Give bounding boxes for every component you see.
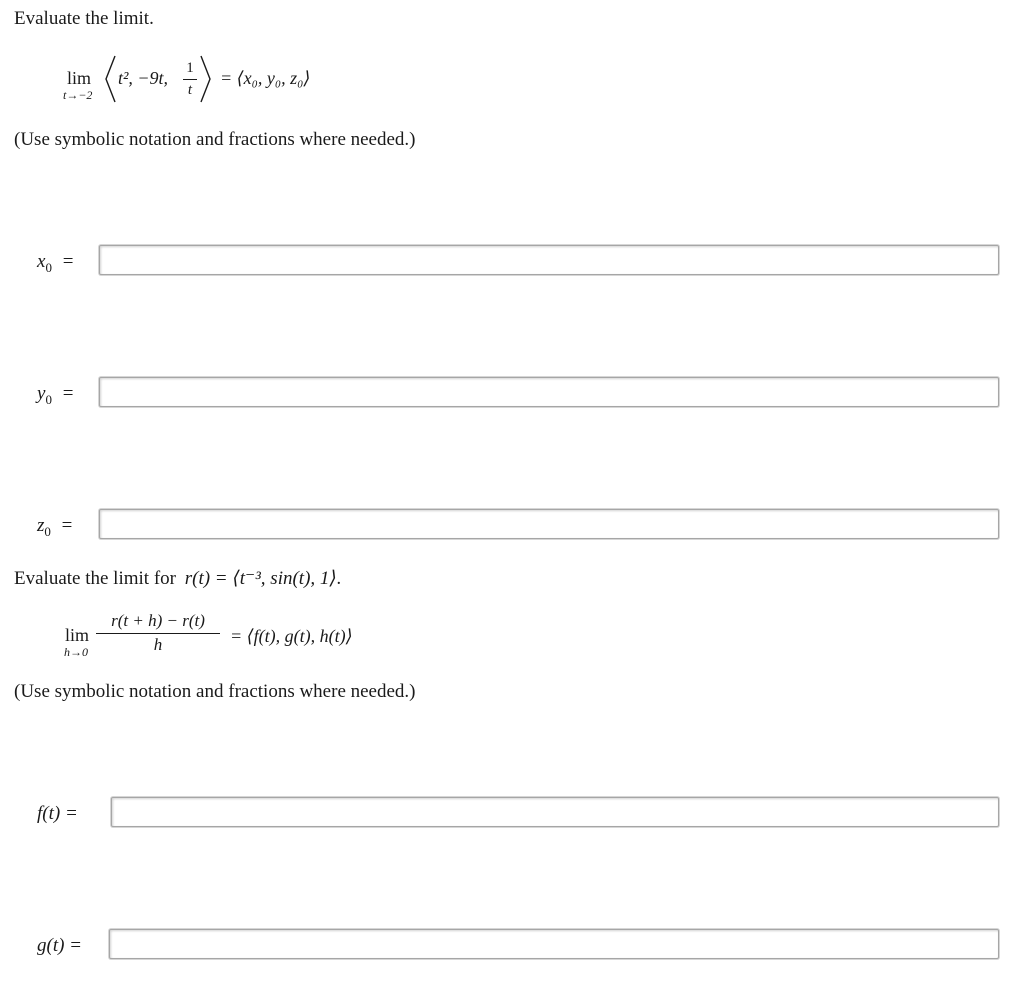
y0-sub: 0 (45, 391, 52, 407)
x0-eq: = (62, 251, 74, 272)
lim-subscript-2: h→0 (64, 645, 88, 659)
z0-sub: 0 (44, 523, 51, 539)
derivative-result-vector: = ⟨f(t), g(t), h(t)⟩ (230, 626, 353, 646)
z0-var: z (37, 515, 45, 536)
left-angle-bracket-icon (103, 54, 117, 104)
problem2-note: (Use symbolic notation and fractions where needed.) (14, 681, 416, 702)
problem2-instruction (14, 567, 342, 590)
lim-subscript: t→−2 (63, 88, 93, 102)
f-of-t-input[interactable] (111, 797, 999, 827)
difference-quotient-denominator: h (153, 634, 163, 654)
g-of-t-input[interactable] (109, 929, 999, 959)
problem1-instruction: Evaluate the limit. (14, 8, 154, 29)
fraction-bar (183, 79, 197, 80)
limit-result-vector: = ⟨x₀, y₀, z₀⟩ (220, 68, 311, 88)
f-of-t-label: f(t) = (37, 803, 78, 824)
lim-word-2: lim (65, 625, 90, 645)
g-of-t-label: g(t) = (37, 935, 83, 956)
x0-label (37, 251, 73, 276)
y0-var: y (37, 383, 46, 404)
z0-label (37, 515, 72, 540)
fraction-bar-2 (96, 633, 220, 634)
fraction-denominator: t (187, 81, 193, 98)
vector-components: t², −9t, (118, 68, 169, 88)
problem1-note: (Use symbolic notation and fractions where needed.) (14, 129, 416, 150)
y0-eq: = (62, 383, 74, 404)
x0-var: x (37, 251, 46, 272)
y0-input[interactable] (99, 377, 999, 407)
z0-input[interactable] (99, 509, 999, 539)
z0-eq: = (61, 515, 73, 536)
r-definition: r(t) = ⟨t⁻³, sin(t), 1⟩. (184, 568, 342, 589)
x0-sub: 0 (45, 259, 52, 275)
fraction-numerator: 1 (186, 60, 194, 76)
y0-label (37, 383, 73, 408)
problem2-instruction-prefix: Evaluate the limit for (14, 568, 176, 589)
x0-input[interactable] (99, 245, 999, 275)
difference-quotient-numerator: r(t + h) − r(t) (111, 611, 205, 630)
lim-word: lim (67, 68, 92, 88)
one-over-t-fraction (183, 60, 197, 98)
right-angle-bracket-icon (199, 54, 213, 104)
difference-quotient-fraction (96, 612, 220, 654)
